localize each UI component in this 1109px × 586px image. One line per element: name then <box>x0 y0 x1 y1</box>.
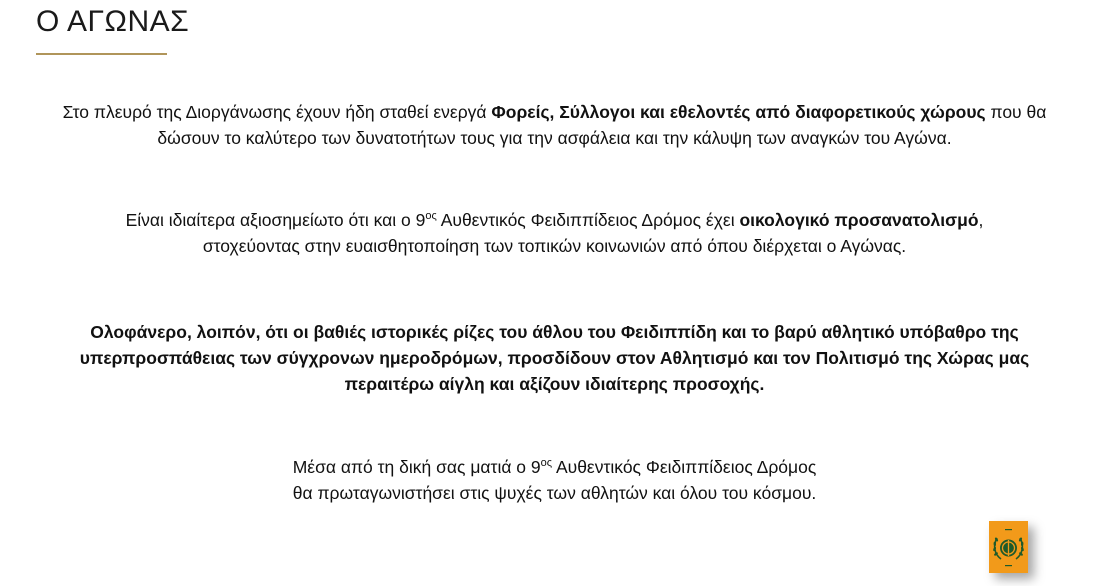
paragraph-partners <box>40 99 1069 151</box>
title-underline <box>36 53 167 55</box>
paragraph-line: θα πρωταγωνιστήσει στις ψυχές των αθλητών και όλου του κόσμου. <box>292 483 817 503</box>
paragraph-line: περαιτέρω αίγλη και αξίζουν ιδιαίτερης προσοχής. <box>344 374 765 394</box>
logo <box>989 521 1028 573</box>
text-run: Μέσα από τη δική σας ματιά ο 9 <box>292 457 541 477</box>
laurel-emblem-icon <box>989 521 1028 573</box>
bold-text-run: Φορείς, Σύλλογοι και εθελοντές από διαφορετικούς χώρους <box>491 102 986 122</box>
text-run: Στο πλευρό της Διοργάνωσης έχουν ήδη σταθεί ενεργά <box>62 102 492 122</box>
paragraph-line <box>40 99 1069 125</box>
text-run: Αυθεντικός Φειδιππίδειος Δρόμος <box>552 457 817 477</box>
bold-text-run: οικολογικό προσανατολισμό <box>739 210 979 230</box>
paragraph-line: στοχεύοντας στην ευαισθητοποίηση των τοπικών κοινωνιών από όπου διέρχεται ο Αγώνας. <box>202 236 907 256</box>
ordinal-superscript: ος <box>425 210 437 223</box>
text-run: , <box>978 210 984 230</box>
paragraph-line: δώσουν το καλύτερο των δυνατοτήτων τους για την ασφάλεια και την κάλυψη των αναγκών του Αγώνα. <box>157 128 952 148</box>
text-run: που θα <box>985 102 1047 122</box>
text-run: Είναι ιδιαίτερα αξιοσημείωτο ότι και ο 9 <box>125 210 426 230</box>
paragraph-closing <box>40 454 1069 506</box>
paragraph-line: Ολοφάνερο, λοιπόν, ότι οι βαθιές ιστορικές ρίζες του άθλου του Φειδιππίδη και το βαρύ αθλητικό υπόβαθρο της <box>90 322 1019 342</box>
paragraph-line: υπερπροσπάθειας των σύγχρονων ημεροδρόμων, προσδίδουν στον Αθλητισμό και τον Πολιτισμό της Χώρας μας <box>79 348 1030 368</box>
paragraph-line <box>40 454 1069 480</box>
ordinal-superscript: ος <box>540 457 553 470</box>
text-run: Αυθεντικός Φειδιππίδειος Δρόμος έχει <box>436 210 740 230</box>
paragraph-history <box>40 319 1069 397</box>
paragraph-ecology <box>40 207 1069 259</box>
page-title: Ο ΑΓΩΝΑΣ <box>36 5 190 38</box>
paragraph-line <box>40 207 1069 233</box>
